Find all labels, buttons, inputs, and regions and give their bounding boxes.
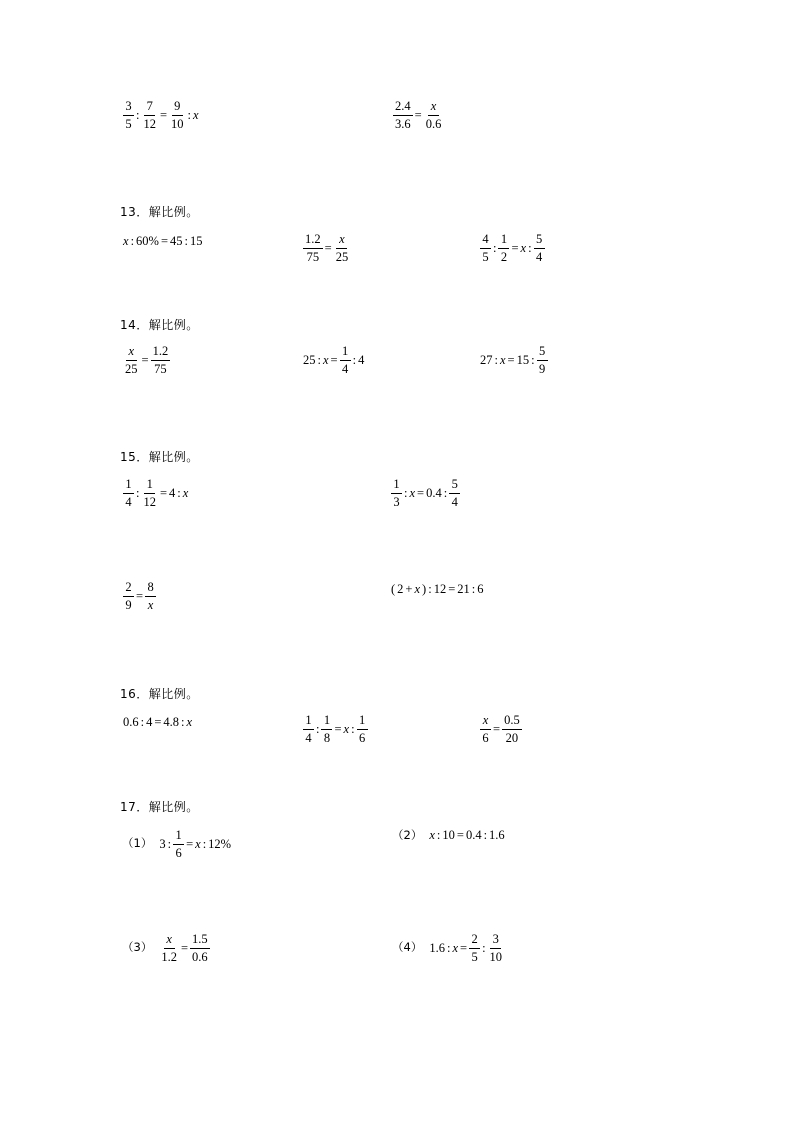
equation-top-right: $\frac{2.4}{3.6}$ = $\frac{x}{0.6}$: [395, 99, 442, 131]
fraction: $\frac{1}{12}$: [143, 477, 156, 509]
equation-14-3: 27 : x = 15 : $\frac{5}{9}$: [479, 345, 549, 375]
fraction: $\frac{1}{4}$: [303, 714, 314, 744]
fraction: $\frac{2}{5}$: [469, 933, 480, 963]
sub-label: （1）: [122, 836, 153, 851]
fraction: $\frac{5}{4}$: [534, 233, 545, 263]
equation-top-left: $\frac{3}{5}$ : $\frac{7}{12}$ = $\frac{9}{10}$ : x: [122, 100, 200, 130]
question-17-heading: 17．解比例。: [120, 800, 199, 814]
fraction: $\frac{1}{3}$: [391, 478, 402, 508]
fraction: $\frac{4}{5}$: [480, 233, 491, 263]
fraction: $\frac{1}{8}$: [321, 714, 332, 744]
equation-13-2: $\frac{1.2}{75}$ = $\frac{x}{25}$: [305, 232, 349, 264]
fraction: $\frac{x}{25}$: [335, 232, 349, 264]
equation-13-1: x : 60% = 45 : 15: [123, 234, 203, 248]
fraction: $\frac{x}{1.2}$: [161, 932, 177, 964]
equation-15-4: ( 2 + x ) : 12 = 21 : 6: [391, 582, 484, 596]
equation-17-1: （1） 3 : $\frac{1}{6}$ = x : 12%: [122, 828, 232, 860]
equation-16-3: $\frac{x}{6}$ = $\frac{0.5}{20}$: [479, 714, 523, 744]
equation-16-1: 0.6 : 4 = 4.8 : x: [123, 715, 193, 729]
fraction: $\frac{1.5}{0.6}$: [192, 932, 208, 964]
question-15-heading: 15．解比例。: [120, 450, 199, 464]
equation-17-4: （4） 1.6 : x = $\frac{2}{5}$ : $\frac{3}{10}$: [392, 932, 503, 964]
fraction: $\frac{1}{6}$: [357, 714, 368, 744]
fraction: $\frac{1}{2}$: [498, 233, 509, 263]
sub-label: （2）: [392, 827, 423, 842]
sub-label: （3）: [122, 940, 153, 955]
fraction: $\frac{1}{6}$: [173, 829, 184, 859]
equation-13-3: $\frac{4}{5}$ : $\frac{1}{2}$ = x : $\frac{5}{4}$: [479, 233, 546, 263]
fraction: $\frac{7}{12}$: [143, 99, 156, 131]
sub-label: （4）: [392, 940, 423, 955]
equation-14-1: $\frac{x}{25}$ = $\frac{1.2}{75}$: [125, 344, 169, 376]
fraction: $\frac{2}{9}$: [123, 581, 134, 611]
fraction: $\frac{1}{4}$: [123, 478, 134, 508]
fraction: $\frac{1.2}{75}$: [305, 232, 321, 264]
equation-15-3: $\frac{2}{9}$ = $\frac{8}{x}$: [122, 581, 157, 611]
fraction: $\frac{3}{5}$: [123, 100, 134, 130]
question-14-heading: 14．解比例。: [120, 318, 199, 332]
fraction: $\frac{1.2}{75}$: [152, 344, 169, 376]
fraction: $\frac{1}{4}$: [340, 345, 351, 375]
fraction: $\frac{x}{6}$: [480, 714, 491, 744]
equation-16-2: $\frac{1}{4}$ : $\frac{1}{8}$ = x : $\frac{1}{6}$: [302, 714, 369, 744]
equation-14-2: 25 : x = $\frac{1}{4}$ : 4: [303, 344, 365, 376]
equation-17-3: （3） $\frac{x}{1.2}$ = $\frac{1.5}{0.6}$: [122, 932, 208, 964]
fraction: $\frac{3}{10}$: [489, 932, 503, 964]
question-16-heading: 16．解比例。: [120, 687, 199, 701]
fraction: $\frac{5}{9}$: [537, 345, 548, 375]
equation-15-1: $\frac{1}{4}$ : $\frac{1}{12}$ = 4 : x: [122, 478, 189, 508]
fraction: $\frac{8}{x}$: [145, 581, 156, 611]
fraction: $\frac{x}{25}$: [125, 344, 138, 376]
equation-15-2: $\frac{1}{3}$ : x = 0.4 : $\frac{5}{4}$: [390, 478, 461, 508]
fraction: $\frac{2.4}{3.6}$: [395, 99, 411, 131]
equation-17-2: （2） x : 10 = 0.4 : 1.6: [392, 827, 505, 842]
fraction: $\frac{5}{4}$: [449, 478, 460, 508]
question-13-heading: 13．解比例。: [120, 205, 199, 219]
fraction: $\frac{x}{0.6}$: [425, 99, 442, 131]
fraction: $\frac{9}{10}$: [171, 99, 184, 131]
fraction: $\frac{0.5}{20}$: [504, 713, 520, 745]
